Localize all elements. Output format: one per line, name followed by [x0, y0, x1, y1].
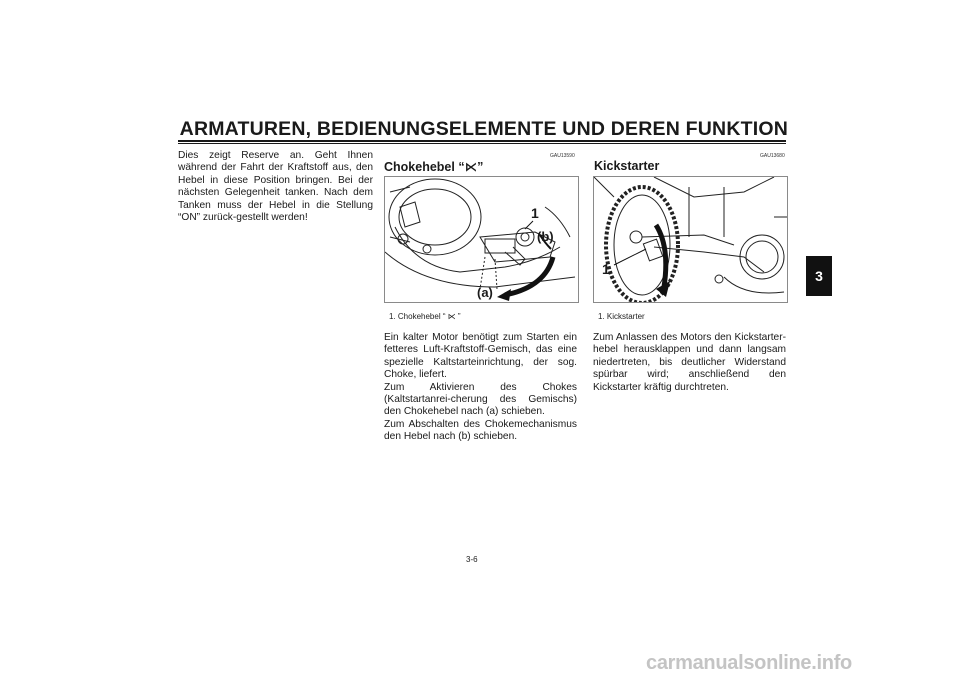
arrow-a-icon	[505, 257, 553, 295]
kick-code: GAU13680	[760, 153, 785, 159]
choke-code: GAU13590	[550, 153, 575, 159]
choke-callout-1: 1	[531, 205, 539, 221]
kick-callout-1: 1	[602, 261, 610, 277]
choke-figure	[384, 176, 579, 303]
header-rule	[178, 140, 786, 142]
page-header-title: ARMATUREN, BEDIENUNGSELEMENTE UND DEREN FUNKTION	[179, 118, 788, 140]
kick-body	[593, 332, 786, 394]
choke-title-end: ”	[477, 160, 484, 174]
choke-symbol-icon: ⋉	[464, 160, 478, 174]
watermark: carmanualsonline.info	[646, 652, 852, 674]
kick-paragraph: Zum Anlassen des Motors den Kickstarter-hebel herausklappen und dann langsam niedertreten, bis deutlicher Widerstand spürbar wird; anschließend den Kickstarter kräftig durchtreten.	[593, 332, 786, 393]
choke-title-text: Chokehebel “	[384, 160, 465, 174]
left-paragraph: Dies zeigt Reserve an. Geht Ihnen während der Fahrt der Kraftstoff aus, den Hebel in diese Position bringen. Bei der nächsten Gelegenheit tanken. Nach dem Tanken muss der Hebel in die Stellung “ON” zurück-gestellt werden!	[178, 150, 373, 224]
choke-callout-a: (a)	[477, 285, 493, 300]
choke-caption: 1. Chokehebel “ ⋉ ”	[389, 312, 461, 321]
left-column	[178, 150, 373, 224]
kick-arrow-icon	[656, 225, 666, 287]
choke-paragraph-2: Zum Aktivieren des Chokes (Kaltstartanrei-cherung des Gemischs) den Chokehebel nach (a) schieben.	[384, 381, 577, 418]
kick-title: Kickstarter	[594, 159, 660, 173]
kick-figure	[593, 176, 788, 303]
kickstarter-illustration	[594, 177, 787, 302]
choke-title	[384, 159, 483, 174]
choke-body	[384, 332, 577, 444]
chapter-tab: 3	[806, 256, 832, 296]
choke-callout-b: (b)	[537, 229, 554, 244]
header-rule-thin	[178, 143, 786, 144]
kick-caption: 1. Kickstarter	[598, 312, 645, 321]
choke-paragraph-1: Ein kalter Motor benötigt zum Starten ein fetteres Luft-Kraftstoff-Gemisch, das eine spezielle Kaltstarteinrichtung, der sog. Choke, liefert.	[384, 332, 577, 381]
page-number: 3-6	[466, 555, 478, 564]
choke-paragraph-3: Zum Abschalten des Chokemechanismus den Hebel nach (b) schieben.	[384, 418, 577, 443]
